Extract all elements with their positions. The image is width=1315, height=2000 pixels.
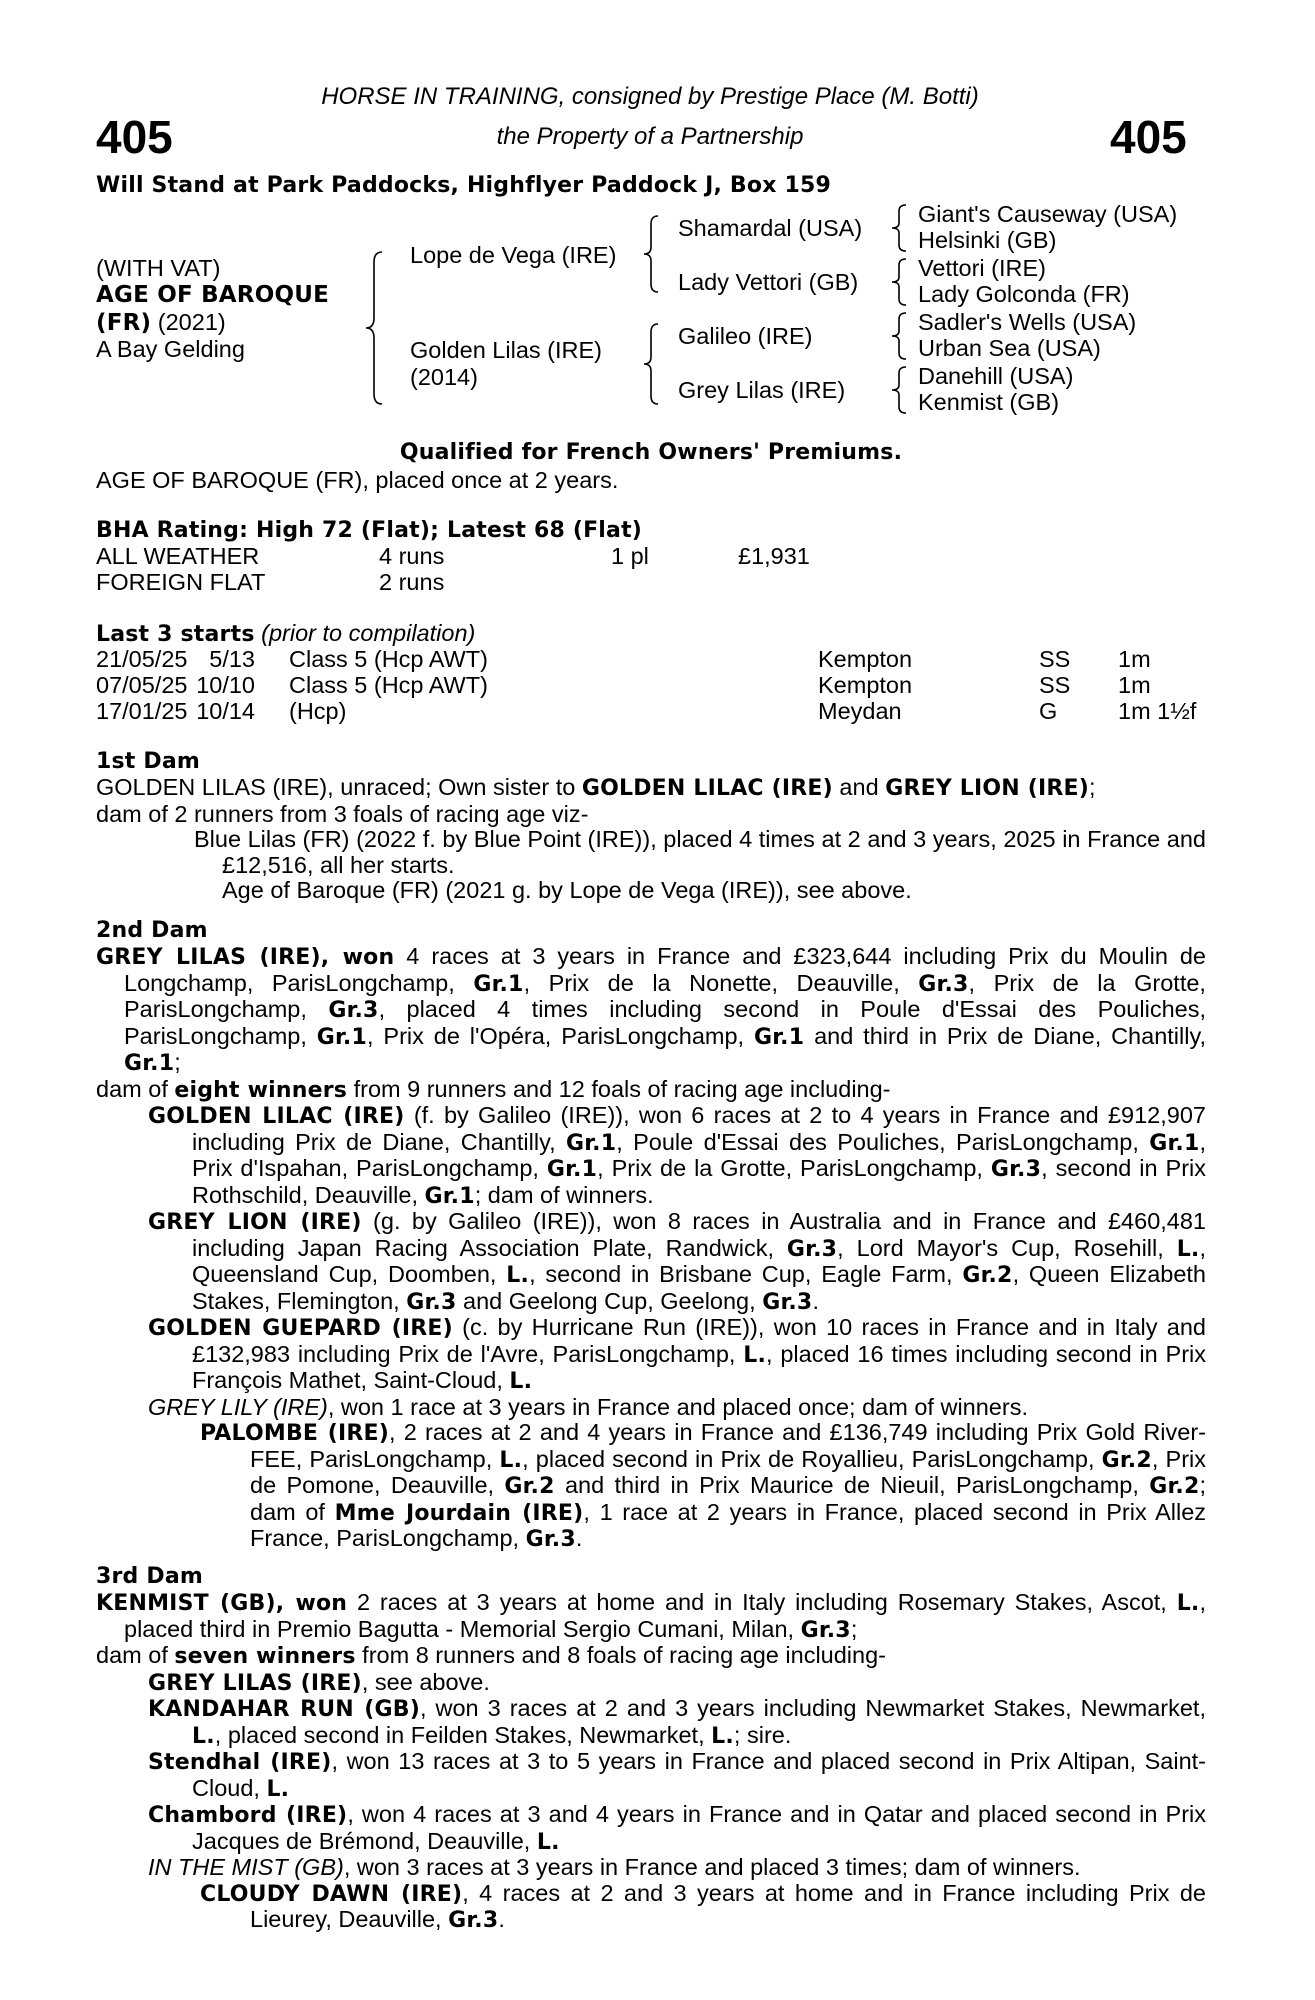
dam3-heading: 3rd Dam: [96, 1564, 203, 1589]
consignor-line: HORSE IN TRAINING, consigned by Prestige Place (M. Botti): [321, 83, 979, 110]
dam3-in-the-mist: IN THE MIST (GB), won 3 races at 3 years in France and placed 3 times; dam of winners.: [148, 1854, 1081, 1880]
starts-heading: Last 3 starts (prior to compilation): [96, 620, 476, 647]
rating-heading: BHA Rating: High 72 (Flat); Latest 68 (Flat): [96, 518, 643, 543]
dam2-grey-lilas: GREY LILAS (IRE), won 4 races at 3 years in France and £323,644 including Prix du Moulin de Longchamp, ParisLongchamp, Gr.1, Prix de la Nonette, Deauville, Gr.3, Prix de la Grotte, ParisLongchamp, Gr.3, placed 4 times including second in Poule d'Essai des Pouliches, ParisLongchamp, Gr.1, Prix de l'Opéra, ParisLongchamp, Gr.1 and third in Prix de Diane, Chantilly, Gr.1;: [96, 943, 1207, 1076]
dam3-stendhal: Stendhal (IRE), won 13 races at 3 to 5 years in France and placed second in Prix Altipan, Saint-Cloud, L.: [148, 1748, 1206, 1802]
dam3-cloudy-dawn: CLOUDY DAWN (IRE), 4 races at 2 and 3 years at home and in France including Prix de Lieurey, Deauville, Gr.3.: [200, 1879, 1206, 1933]
sire-dam: Lady Vettori (GB): [678, 269, 859, 295]
dam2-section: [96, 944, 1206, 1553]
dam2-heading: 2nd Dam: [96, 918, 208, 943]
lot-number-left: 405: [96, 111, 173, 163]
dam3-kandahar-run: KANDAHAR RUN (GB), won 3 races at 2 and 3 years including Newmarket Stakes, Newmarket, L., placed second in Feilden Stakes, Newmarket, L.; sire.: [148, 1695, 1206, 1749]
gg-2: Helsinki (GB): [918, 227, 1057, 253]
brace-shamardal: [888, 203, 910, 253]
dam3-section: [96, 1590, 1206, 1934]
gg-7: Danehill (USA): [918, 363, 1074, 389]
location-line: Will Stand at Park Paddocks, Highflyer Paddock J, Box 159: [96, 173, 831, 198]
horse-origin-year: (FR) (2021): [96, 309, 226, 336]
vat-label: (WITH VAT): [96, 255, 221, 281]
horse-name: AGE OF BAROQUE: [96, 282, 330, 308]
lot-number-right: 405: [1110, 111, 1187, 163]
dam1-foal-blue-lilas: Blue Lilas (FR) (2022 f. by Blue Point (IRE)), placed 4 times at 2 and 3 years, 2025 in France and £12,516, all her starts.: [194, 826, 1206, 878]
dam2-grey-lily: GREY LILY (IRE), won 1 race at 3 years in France and placed once; dam of winners.: [148, 1393, 1028, 1420]
dam2-golden-guepard: GOLDEN GUEPARD (IRE) (c. by Hurricane Run (IRE)), won 10 races in France and in Italy and £132,983 including Prix de l'Avre, ParisLongchamp, L., placed 16 times including second in Prix François Mathet, Saint-Cloud, L.: [148, 1314, 1207, 1394]
sire-brace: [640, 214, 664, 294]
dam1-heading: 1st Dam: [96, 749, 201, 774]
brace-galileo: [888, 311, 910, 361]
horse-description: A Bay Gelding: [96, 336, 245, 362]
dam3-dam-of: dam of seven winners from 8 runners and 8 foals of racing age including-: [96, 1642, 886, 1669]
dam: Golden Lilas (IRE): [410, 337, 602, 363]
sire-sire: Shamardal (USA): [678, 215, 863, 241]
brace-lady-vettori: [888, 257, 910, 307]
dam1-section: [96, 775, 1206, 904]
dam-brace: [640, 322, 664, 406]
gg-3: Vettori (IRE): [918, 255, 1046, 281]
sire-dam-brace: [360, 248, 390, 408]
dam2-golden-lilac: GOLDEN LILAC (IRE) (f. by Galileo (IRE)), won 6 races at 2 to 4 years in France and £912,907 including Prix de Diane, Chantilly, Gr.1, Poule d'Essai des Pouliches, ParisLongchamp, Gr.1, Prix d'Ispahan, ParisLongchamp, Gr.1, Prix de la Grotte, ParisLongchamp, Gr.3, second in Prix Rothschild, Deauville, Gr.1; dam of winners.: [148, 1102, 1206, 1209]
summary: AGE OF BAROQUE (FR), placed once at 2 years.: [96, 467, 619, 493]
dam2-palombe: PALOMBE (IRE), 2 races at 2 and 4 years in France and £136,749 including Prix Gold River-FEE, ParisLongchamp, L., placed second in Prix de Royallieu, ParisLongchamp, Gr.2, Prix de Pomone, Deauville, Gr.2 and third in Prix Maurice de Nieuil, ParisLongchamp, Gr.2; dam of Mme Jourdain (IRE), 1 race at 2 years in France, placed second in Prix Allez France, ParisLongchamp, Gr.3.: [200, 1419, 1207, 1552]
dam3-kenmist: KENMIST (GB), won 2 races at 3 years at home and in Italy including Rosemary Stakes, Ascot, L., placed third in Premio Bagutta - Memorial Sergio Cumani, Milan, Gr.3;: [96, 1589, 1206, 1643]
dam2-dam-of: dam of eight winners from 9 runners and 12 foals of racing age including-: [96, 1075, 891, 1103]
gg-5: Sadler's Wells (USA): [918, 309, 1137, 335]
gg-6: Urban Sea (USA): [918, 335, 1101, 361]
dam3-chambord: Chambord (IRE), won 4 races at 3 and 4 years in France and in Qatar and placed second in Prix Jacques de Brémond, Deauville, L.: [148, 1801, 1206, 1855]
brace-grey-lilas: [888, 365, 910, 415]
dam-sire: Galileo (IRE): [678, 323, 813, 349]
dam1-line2: dam of 2 runners from 3 foals of racing age viz-: [96, 800, 589, 827]
gg-8: Kenmist (GB): [918, 389, 1060, 415]
property-line: the Property of a Partnership: [496, 123, 804, 150]
dam2-grey-lion: GREY LION (IRE) (g. by Galileo (IRE)), won 8 races in Australia and in France and £460,481 including Japan Racing Association Plate, Randwick, Gr.3, Lord Mayor's Cup, Rosehill, L., Queensland Cup, Doomben, L., second in Brisbane Cup, Eagle Farm, Gr.2, Queen Elizabeth Stakes, Flemington, Gr.3 and Geelong Cup, Geelong, Gr.3.: [148, 1208, 1207, 1315]
dam1-line1: GOLDEN LILAS (IRE), unraced; Own sister to GOLDEN LILAC (IRE) and GREY LION (IRE);: [96, 774, 1096, 801]
gg-1: Giant's Causeway (USA): [918, 201, 1178, 227]
dam1-foal-age-of-baroque: Age of Baroque (FR) (2021 g. by Lope de Vega (IRE)), see above.: [222, 877, 912, 903]
dam-year: (2014): [410, 364, 478, 390]
sire: Lope de Vega (IRE): [410, 242, 617, 268]
dam-dam: Grey Lilas (IRE): [678, 377, 846, 403]
dam3-grey-lilas: GREY LILAS (IRE), see above.: [148, 1668, 490, 1696]
premiums-note: Qualified for French Owners' Premiums.: [399, 440, 903, 465]
gg-4: Lady Golconda (FR): [918, 281, 1130, 307]
